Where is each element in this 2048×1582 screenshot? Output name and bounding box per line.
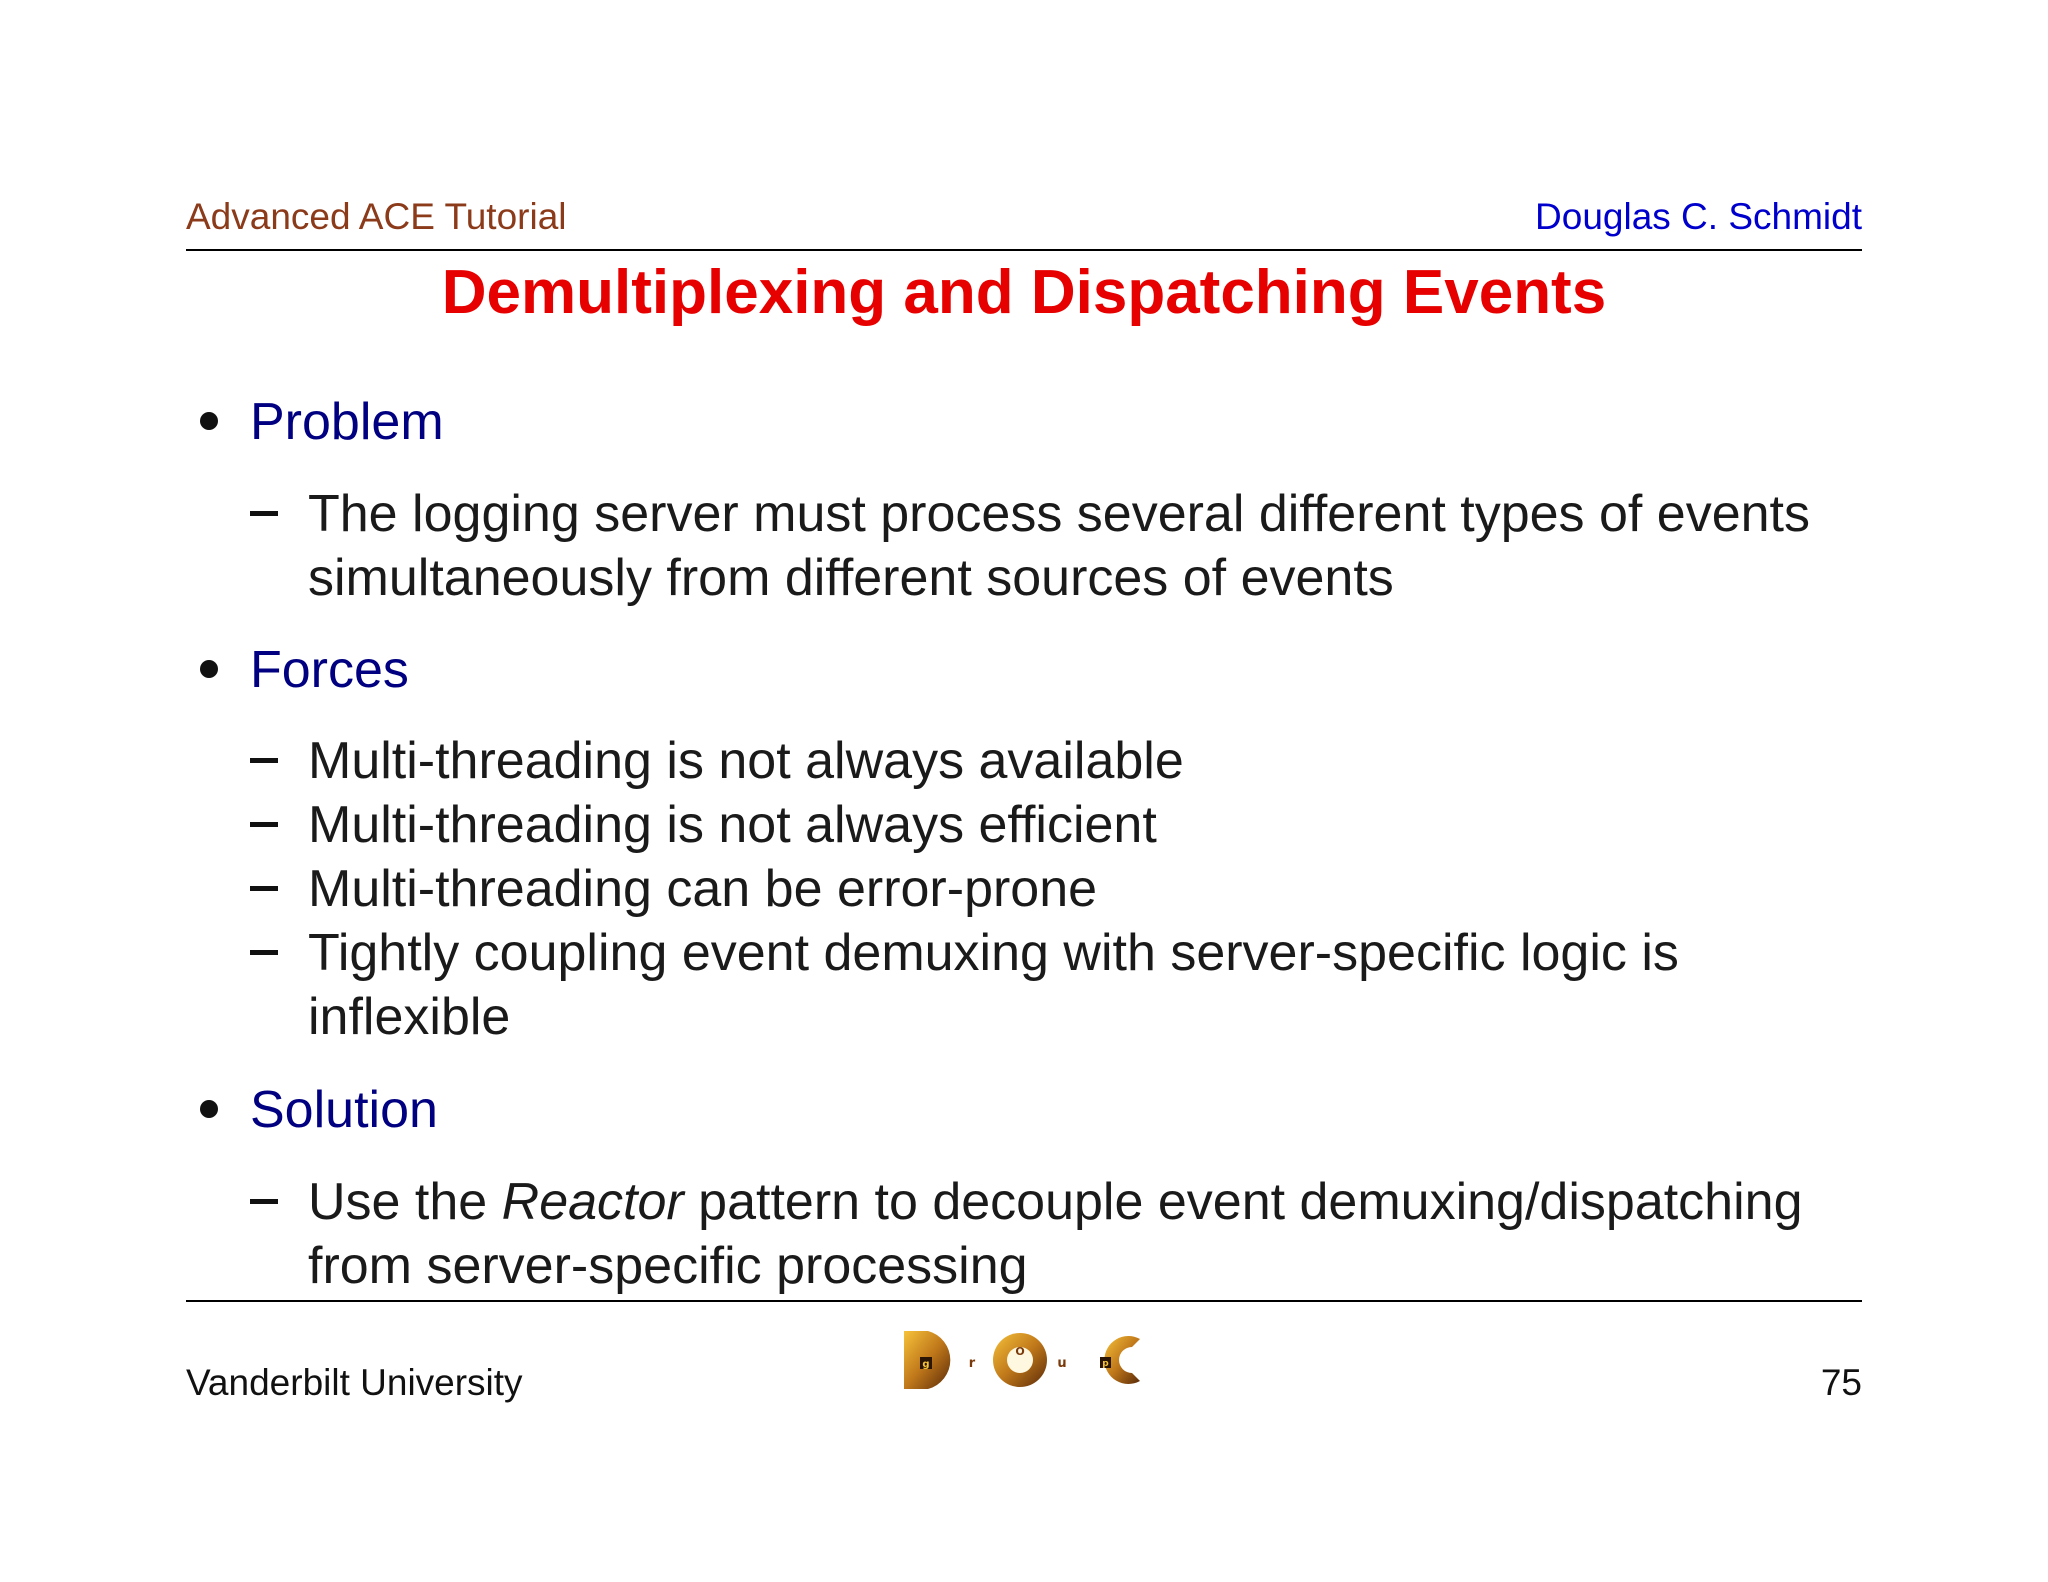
bullet-heading: Forces — [250, 641, 409, 699]
sub-item-text: Multi-threading is not always efficient — [308, 796, 1157, 854]
header-author: Douglas C. Schmidt — [1535, 196, 1862, 237]
dash-icon — [250, 1199, 278, 1204]
sub-item — [250, 921, 1679, 1049]
slide-title: Demultiplexing and Dispatching Events — [441, 258, 1607, 327]
bullet-heading: Problem — [250, 393, 444, 451]
dash-icon — [250, 886, 278, 891]
sub-item-text-continued: inflexible — [308, 988, 511, 1046]
sub-item-text-continued: from server-specific processing — [308, 1237, 1028, 1295]
sub-item-text-pre: Use the — [308, 1173, 502, 1231]
doc-group-logo — [900, 1325, 1150, 1395]
sub-item — [250, 1170, 1803, 1298]
page-number: 75 — [1820, 1362, 1862, 1403]
sub-item-text-continued: simultaneously from different sources of events — [308, 549, 1394, 607]
pattern-name: Reactor — [501, 1173, 684, 1231]
sub-item — [250, 482, 1810, 610]
logo-letter-o: O — [1015, 1345, 1025, 1358]
logo-letter-g: g — [922, 1359, 930, 1370]
sub-item — [250, 729, 1184, 793]
sub-item-text: Tightly coupling event demuxing with server-specific logic is — [308, 924, 1679, 982]
dash-icon — [250, 511, 278, 516]
bullet-heading: Solution — [250, 1081, 438, 1139]
header-course-title: Advanced ACE Tutorial — [186, 196, 567, 237]
sub-item-text: Multi-threading is not always available — [308, 732, 1184, 790]
logo-letter-r: r — [968, 1356, 976, 1371]
bullet-forces — [200, 638, 409, 702]
logo-letter-u: u — [1057, 1356, 1067, 1371]
dash-icon — [250, 758, 278, 763]
logo-letter-p: p — [1102, 1359, 1109, 1369]
footer-rule — [186, 1300, 1862, 1302]
bullet-problem — [200, 390, 444, 454]
bullet-dot-icon — [200, 412, 218, 430]
sub-item — [250, 793, 1157, 857]
dash-icon — [250, 822, 278, 827]
footer-university: Vanderbilt University — [186, 1362, 523, 1403]
sub-item-text: The logging server must process several different types of events — [308, 485, 1811, 543]
sub-item-text: Multi-threading can be error-prone — [308, 860, 1098, 918]
bullet-dot-icon — [200, 1100, 218, 1118]
bullet-solution — [200, 1078, 438, 1142]
header-rule — [186, 249, 1862, 251]
sub-item — [250, 857, 1097, 921]
sub-item-text-post: pattern to decouple event demuxing/dispatching — [683, 1173, 1803, 1231]
bullet-dot-icon — [200, 660, 218, 678]
dash-icon — [250, 950, 278, 955]
